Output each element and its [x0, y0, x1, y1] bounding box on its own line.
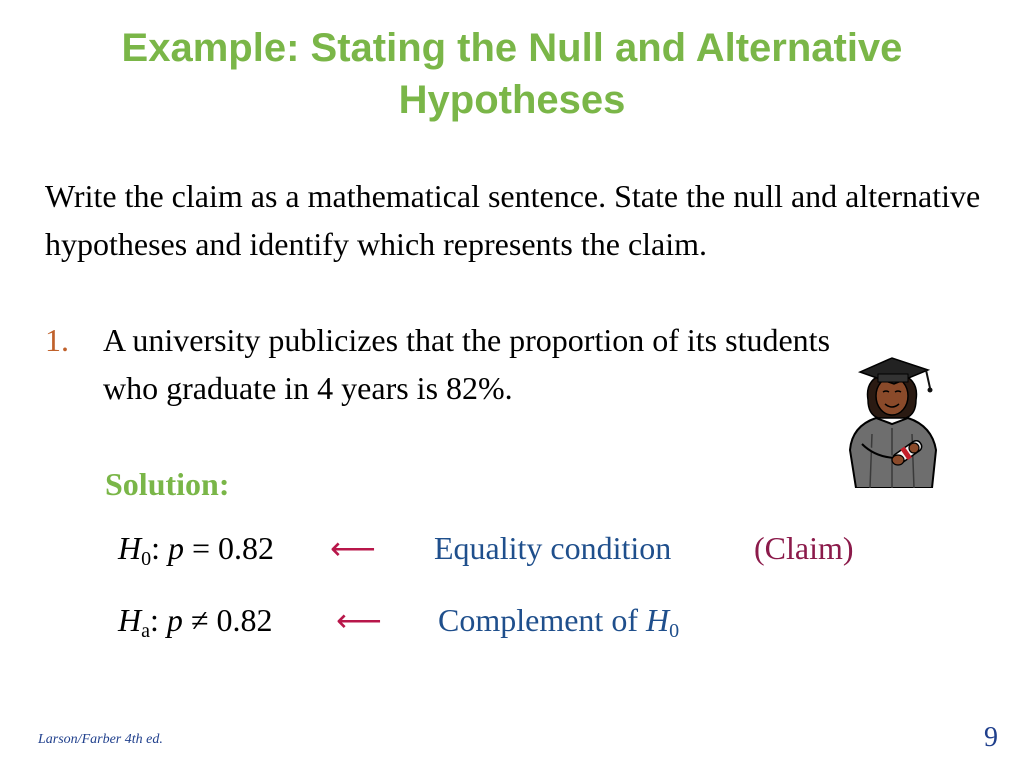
- numbered-item: [45, 316, 885, 412]
- alt-hypothesis: [118, 600, 272, 640]
- null-hypothesis: [118, 528, 274, 568]
- alt-hypothesis-colon: :: [150, 602, 159, 638]
- null-hypothesis-operator: =: [192, 530, 211, 566]
- complement-note: [438, 600, 679, 640]
- null-hypothesis-subscript: 0: [141, 548, 152, 570]
- instructions-text: Write the claim as a mathematical sentence. State the null and alternative hypotheses and identify which represents the claim.: [45, 178, 981, 262]
- claim-tag: (Claim): [754, 530, 854, 566]
- item-text: A university publicizes that the proportion of its students who graduate in 4 years is 82%.: [103, 322, 831, 406]
- alt-hypothesis-value: 0.82: [216, 602, 273, 638]
- null-hypothesis-symbol: H: [118, 530, 142, 566]
- left-arrow-icon: ⟵: [330, 530, 376, 566]
- item-number: 1.: [45, 322, 69, 358]
- solution-label: Solution:: [105, 466, 230, 502]
- complement-note-symbol: H: [645, 602, 670, 638]
- footer-citation: Larson/Farber 4th ed.: [38, 732, 163, 747]
- complement-note-subscript: 0: [669, 620, 680, 642]
- null-hypothesis-variable: p: [168, 530, 184, 566]
- equality-condition-note: Equality condition: [434, 530, 672, 566]
- left-arrow-icon: ⟵: [336, 602, 382, 638]
- complement-note-text: Complement of: [438, 602, 638, 638]
- alt-hypothesis-subscript: a: [141, 620, 150, 642]
- page-number: 9: [984, 722, 998, 753]
- null-hypothesis-colon: :: [151, 530, 160, 566]
- alt-hypothesis-operator: ≠: [190, 602, 209, 638]
- slide-title: Example: Stating the Null and Alternative Hypotheses: [121, 26, 903, 122]
- null-hypothesis-value: 0.82: [218, 530, 275, 566]
- graduate-icon: [842, 354, 942, 488]
- alt-hypothesis-variable: p: [166, 602, 183, 638]
- alt-hypothesis-symbol: H: [118, 602, 142, 638]
